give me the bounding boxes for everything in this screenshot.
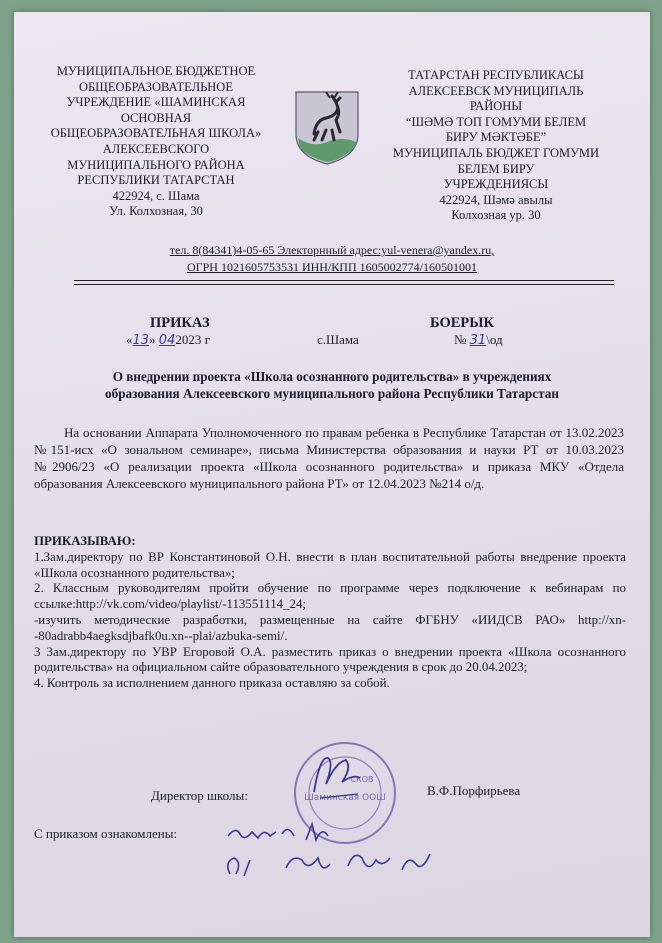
order-item: 2. Классным руководителям пройти обучение по программе через подключение к вебинарам по ссылке:http://vk.com/video/playlist/-113551114_24; <box>34 581 626 612</box>
order-day: 13 <box>132 333 150 348</box>
coat-of-arms-emblem <box>292 90 362 166</box>
header-right-line: МУНИЦИПАЛЬ БЮДЖЕТ ГОМУМИ <box>392 145 600 160</box>
header-left-line: ОСНОВНАЯ <box>120 110 192 125</box>
basis-paragraph: На основании Аппарата Уполномоченного по правам ребенка в Республике Татарстан от 13.02.2023 №151-исх «О зональном семинаре», письма Министерства образования и науки РТ от 10.03.2023 №2906/23 «О реализации проекта «Школа осознанного родительства» и приказа МКУ «Отдела образования Алексеевского муниципального района РТ» от 12.04.2023 №214 о/д. <box>34 425 624 491</box>
header-left-line: Ул. Колхозная, 30 <box>109 204 203 219</box>
director-role: Директор школы: <box>151 788 248 803</box>
header-right-line: БЕЛЕМ БИРУ <box>457 161 535 176</box>
orders-section <box>34 534 626 692</box>
header-left-line: 422924, с. Шама <box>112 188 200 203</box>
order-item: -изучить методические разработки, размещенные на сайте ФГБНУ «ИИДСВ РАО» http://xn--80adrabb4aegksdjbafk0u.xn--plai/azbuka-semi/. <box>34 612 626 643</box>
order-item: 3 Зам.директору по УВР Егоровой О.А. разместить приказ о внедрении проекта «Школа осознанного родительства» на официальном сайте образовательного учреждения в срок до 20.04.2023; <box>34 644 626 675</box>
familiarized-label: С приказом ознакомлены: <box>34 826 178 841</box>
header-right-line: Колхозная ур. 30 <box>451 208 541 223</box>
header-right-line: РАЙОНЫ <box>469 99 523 114</box>
header-right-block <box>366 68 626 224</box>
contacts-registration: ОГРН 1021605753531 ИНН/КПП 1605002774/160501001 <box>187 260 477 274</box>
header-left-line: ОБЩЕОБРАЗОВАТЕЛЬНАЯ ШКОЛА» <box>50 126 262 141</box>
header-left-line: ОБЩЕОБРАЗОВАТЕЛЬНОЕ <box>79 79 233 94</box>
header-left-line: АЛЕКСЕЕВСКОГО <box>102 141 210 156</box>
order-item: 4. Контроль за исполнением данного приказа оставляю за собой. <box>34 676 390 691</box>
header-right-line: АЛЕКСЕЕВСК МУНИЦИПАЛЬ <box>408 83 584 98</box>
document-page <box>14 12 650 937</box>
order-number-value: 31 <box>469 333 487 348</box>
header-left-line: РЕСПУБЛИКИ ТАТАРСТАН <box>77 173 235 188</box>
header-right-line: ТАТАРСТАН РЕСПУБЛИКАСЫ <box>408 68 584 82</box>
header-divider <box>74 284 614 285</box>
header-right-line: 422924, Шәмә авылы <box>439 192 553 207</box>
order-place: с.Шама <box>317 332 359 347</box>
order-item: 1.Зам.директору по ВР Константиновой О.Н. внести в план воспитательной работы внедрение проекта «Школа осознанного родительства»; <box>34 549 626 580</box>
order-label-ru: ПРИКАЗ <box>150 315 210 331</box>
header-divider <box>74 280 614 281</box>
header-left-line: УЧРЕЖДЕНИЕ «ШАМИНСКАЯ <box>66 95 246 110</box>
director-name: В.Ф.Порфирьева <box>427 783 521 798</box>
orders-heading: ПРИКАЗЫВАЮ: <box>34 534 136 548</box>
contacts-phone-email: тел. 8(84341)4-05-65 Электорнный адрес:yul-venera@yandex.ru, <box>169 243 495 257</box>
header-left-line: МУНИЦИПАЛЬНОЕ БЮДЖЕТНОЕ <box>56 64 256 78</box>
header-right-line: “ШӘМӘ ТОП ГОМУМИ БЕЛЕМ <box>405 114 587 129</box>
order-date: «13» 042023 г <box>126 332 210 348</box>
order-month: 04 <box>158 333 176 348</box>
director-signature <box>306 748 366 804</box>
header-left-block <box>36 64 276 220</box>
header-right-line: БИРУ МӘКТӘБЕ” <box>445 130 547 145</box>
order-label-tt: БОЕРЫК <box>430 315 495 331</box>
order-number: № 31\од <box>454 332 503 348</box>
header-right-line: УЧРЕЖДЕНИЯСЫ <box>443 177 549 192</box>
stamp-school-name: Шаминская ООШ <box>304 793 386 803</box>
order-title: О внедрении проекта «Школа осознанного родительства» в учреждениях образования Алексеевского муниципального района Республики Татарстан <box>105 369 559 401</box>
staff-signatures <box>222 818 442 888</box>
stamp-fragment: СКОВ <box>350 775 374 784</box>
header-left-line: МУНИЦИПАЛЬНОГО РАЙОНА <box>67 157 245 172</box>
